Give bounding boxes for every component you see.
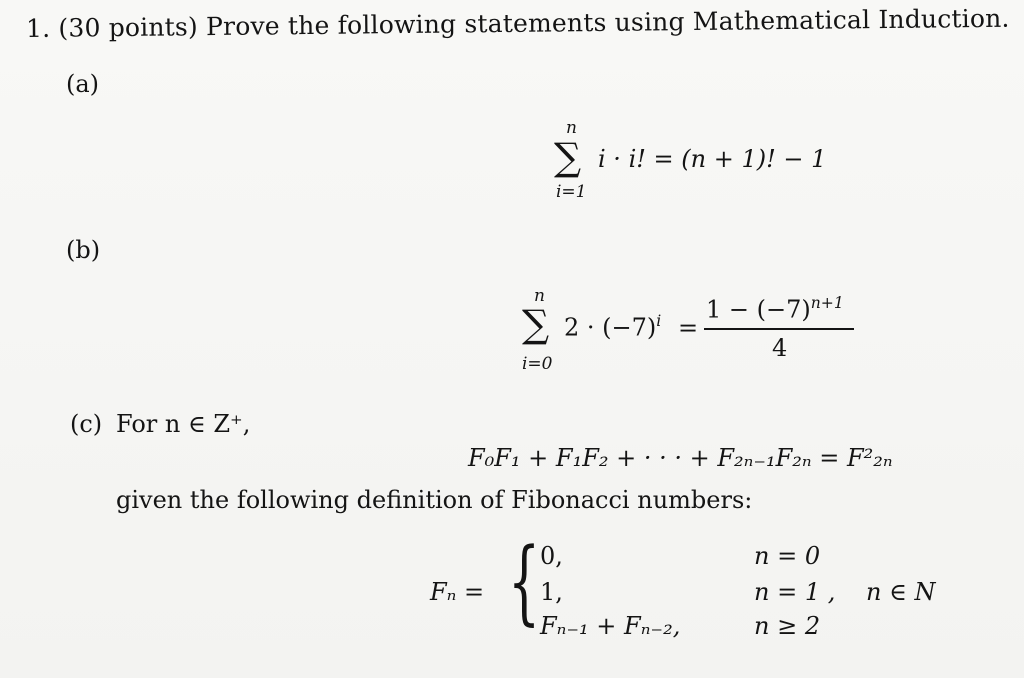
part-c-label: (c) [70,410,103,438]
fib-case-2-condition: n ≥ 2 [754,612,821,640]
part-b-lhs [564,312,661,341]
part-b-numerator-base: 1 − (−7) [706,295,811,324]
part-b-numerator [706,294,844,323]
part-a-sum-upper: n [566,118,577,138]
question-number: 1. [25,13,51,43]
part-b-lhs-exp: i [656,312,662,330]
fib-case-1-condition: n = 1 , [754,578,836,606]
part-b-sum-upper: n [534,286,545,306]
part-b-sum-lower: i=0 [522,354,553,374]
part-b-label: (b) [66,236,101,264]
fib-case-0-value: 0, [540,542,563,570]
part-b-denominator: 4 [772,334,788,362]
part-c-identity: F₀F₁ + F₁F₂ + · · · + F₂ₙ₋₁F₂ₙ = F²₂ₙ [468,444,893,472]
part-b-sigma: ∑ [522,302,550,346]
part-a-sum-lower: i=1 [556,182,587,202]
fib-case-2-value: Fₙ₋₁ + Fₙ₋₂, [540,612,681,640]
fib-case-1-value: 1, [540,578,563,606]
part-c-given-text: given the following definition of Fibonacci numbers: [116,486,753,514]
question-instruction: Prove the following statements using Mathematical Induction. [205,3,1010,42]
question-points: (30 points) [58,12,199,43]
part-a-expression: i · i! = (n + 1)! − 1 [598,145,827,173]
part-b-fraction-bar [704,328,854,330]
part-c-condition: For n ∈ Z⁺, [116,410,251,438]
part-a-label: (a) [66,70,100,98]
fib-domain: n ∈ N [866,578,936,606]
fib-left-brace: { [508,528,541,635]
part-b-equals: = [678,314,699,342]
question-header [26,4,1010,43]
part-b-lhs-term: 2 · (−7) [564,313,657,342]
fib-case-0-condition: n = 0 [754,542,821,570]
part-a-sigma: ∑ [554,135,582,179]
fib-definition-lhs: Fₙ = [430,578,485,606]
part-b-numerator-exp: n+1 [810,294,844,312]
